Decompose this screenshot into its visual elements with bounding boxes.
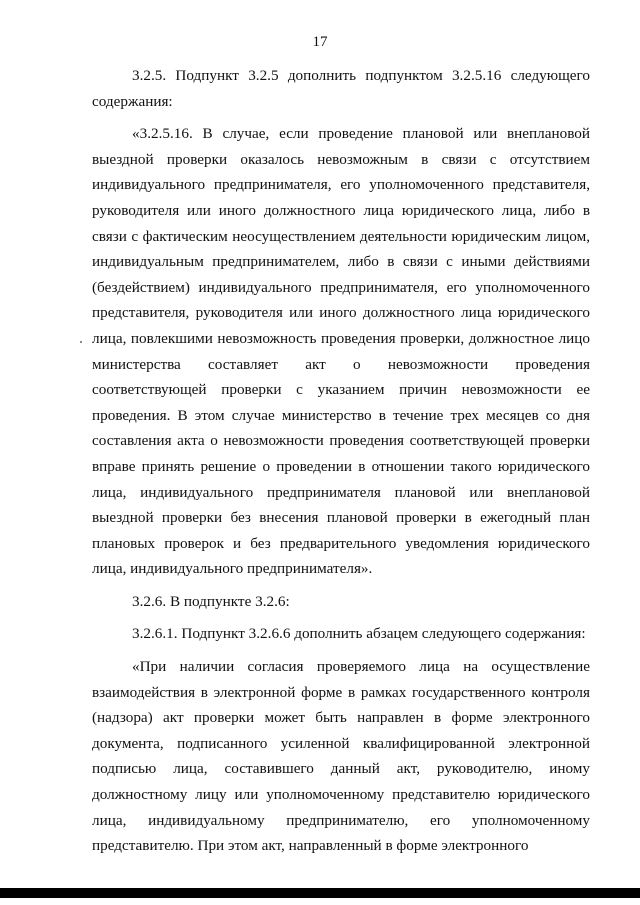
page-number: 17 — [312, 34, 328, 50]
paragraph-3-2-6: 3.2.6. В подпункте 3.2.6: — [132, 592, 290, 610]
paragraph-3-2-6-1: 3.2.6.1. Подпункт 3.2.6.6 дополнить абзацем следующего содержания: — [132, 625, 586, 643]
document-body — [92, 63, 590, 859]
scan-bottom-edge — [0, 888, 640, 898]
paragraph-quote-electronic-act: «При наличии согласия проверяемого лица на осуществление взаимодействия в электронной форме в рамках государственного контроля (надзора) акт проверки может быть направлен в форме электронного документа, подписанного усиленной квалифицированной электронной подписью лица, составившего данный акт, руководителю, иному должностному лицу или уполномоченному представителю юридического лица, индивидуальному предпринимателю, его уполномоченному представителю. При этом акт, направленный в форме электронного — [92, 658, 590, 855]
paragraph-3-2-5-16: «3.2.5.16. В случае, если проведение плановой или внеплановой выездной проверки оказалось невозможным в связи с отсутствием индивидуального предпринимателя, его уполномоченного представителя, руководителя или иного должностного лица юридического лица, либо в связи с фактическим неосуществлением деятельности юридическим лицом, индивидуальным предпринимателем, либо в связи с иными действиями (бездействием) индивидуального предпринимателя, его уполномоченного представителя, руководителя или иного должностного лица юридического лица, повлекшими невозможность проведения проверки, должностное лицо министерства составляет акт о невозможности проведения соответствующей проверки с указанием причин невозможности ее проведения. В этом случае министерство в течение трех месяцев со дня составления акта о невозможности проведения соответствующей проверки вправе принять решение о проведении в отношении такого юридического лица, индивидуального предпринимателя плановой или внеплановой выездной проверки без внесения плановой проверки в ежегодный план плановых проверок и без предварительного уведомления юридического лица, индивидуального предпринимателя». — [92, 125, 590, 578]
scan-artifact — [80, 341, 82, 343]
paragraph-3-2-5: 3.2.5. Подпункт 3.2.5 дополнить подпунктом 3.2.5.16 следующего содержания: — [92, 67, 590, 110]
